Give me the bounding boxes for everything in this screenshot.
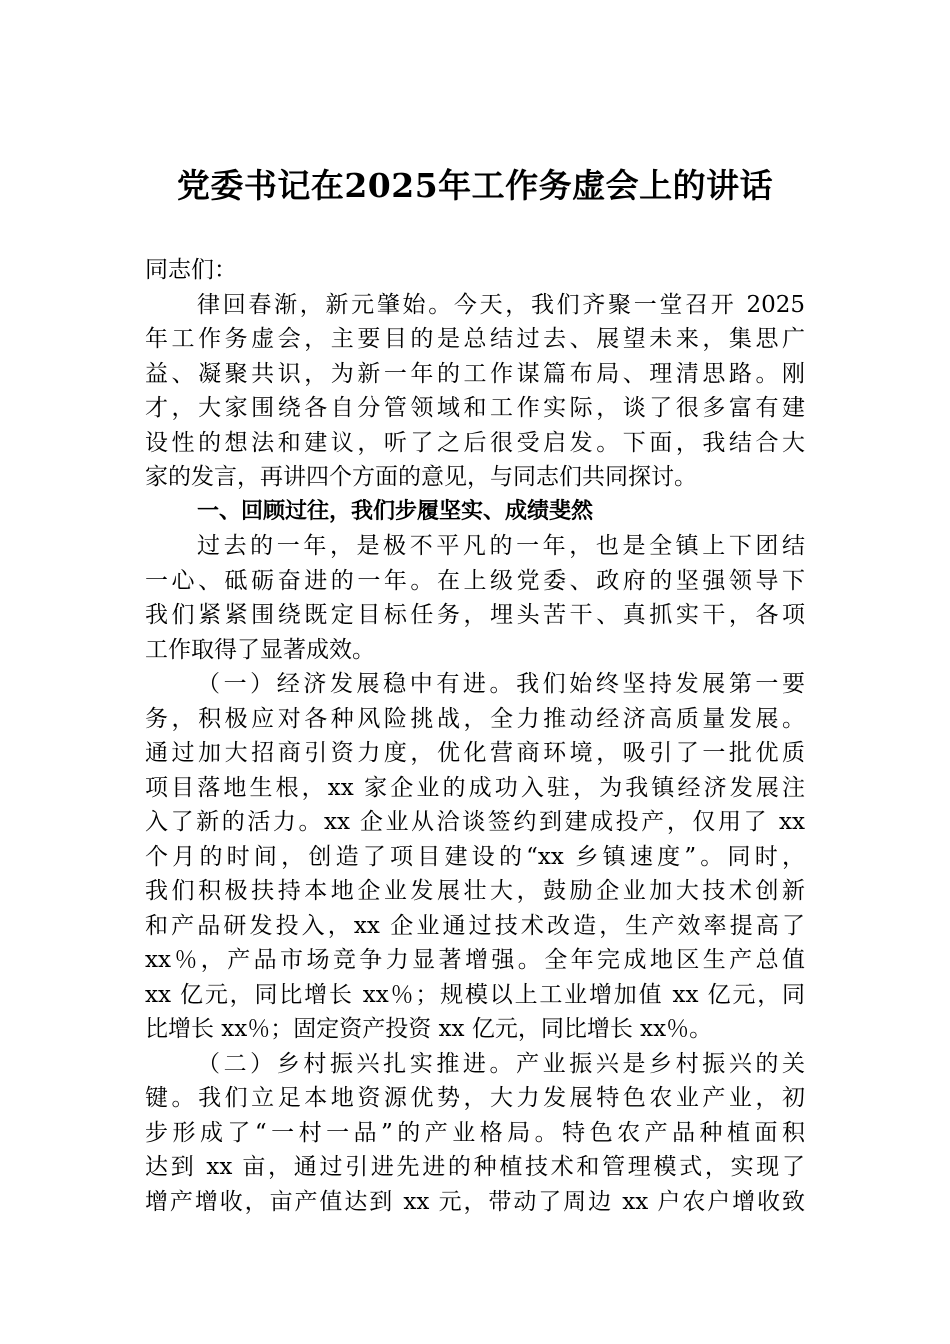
- text-line: 务，积极应对各种风险挑战，全力推动经济高质量发展。: [145, 705, 805, 732]
- text-line: 项目落地生根，xx 家企业的成功入驻，为我镇经济发展注: [145, 774, 805, 801]
- text-line: 年工作务虚会，主要目的是总结过去、展望未来，集思广: [145, 326, 805, 352]
- section-heading: 一、回顾过往，我们步履坚实、成绩斐然: [197, 498, 594, 524]
- document-body: [145, 253, 805, 1219]
- text-line: 增产增收，亩产值达到 xx 元，带动了周边 xx 户农户增收致: [145, 1188, 805, 1215]
- text-line: 一心、砥砺奋进的一年。在上级党委、政府的坚强领导下: [145, 567, 805, 594]
- subsection-line: （一）经济发展稳中有进。我们始终坚持发展第一要: [197, 671, 805, 697]
- text-line: 键。我们立足本地资源优势，大力发展特色农业产业，初: [145, 1085, 805, 1111]
- text-line: 律回春渐，新元肇始。今天，我们齐聚一堂召开 2025: [197, 291, 805, 318]
- document-title: 党委书记在2025年工作务虚会上的讲话: [176, 166, 774, 205]
- text-line: 过去的一年，是极不平凡的一年，也是全镇上下团结: [197, 533, 805, 559]
- text-line: 家的发言，再讲四个方面的意见，与同志们共同探讨。: [145, 464, 697, 490]
- text-line: 我们积极扶持本地企业发展壮大，鼓励企业加大技术创新: [145, 878, 805, 904]
- subsection-line: （二）乡村振兴扎实推进。产业振兴是乡村振兴的关: [197, 1050, 805, 1077]
- text-line: 个月的时间，创造了项目建设的“xx 乡镇速度”。同时，: [145, 843, 805, 870]
- salutation-line: 同志们：: [145, 257, 237, 283]
- text-line: 我们紧紧围绕既定目标任务，埋头苦干、真抓实干，各项: [145, 602, 805, 628]
- text-line: 通过加大招商引资力度，优化营商环境，吸引了一批优质: [145, 740, 805, 766]
- text-line: 达到 xx 亩，通过引进先进的种植技术和管理模式，实现了: [145, 1154, 805, 1180]
- text-line: 设性的想法和建议，听了之后很受启发。下面，我结合大: [145, 429, 805, 456]
- text-line: 和产品研发投入，xx 企业通过技术改造，生产效率提高了: [145, 912, 805, 939]
- text-line: xx％，产品市场竞争力显著增强。全年完成地区生产总值: [145, 947, 805, 973]
- text-line: 才，大家围绕各自分管领域和工作实际，谈了很多富有建: [145, 395, 805, 421]
- text-line: xx 亿元，同比增长 xx％；规模以上工业增加值 xx 亿元，同: [145, 981, 805, 1008]
- text-line: 益、凝聚共识，为新一年的工作谋篇布局、理清思路。刚: [145, 360, 805, 387]
- text-line: 工作取得了显著成效。: [145, 636, 375, 663]
- text-line: 比增长 xx％；固定资产投资 xx 亿元，同比增长 xx％。: [145, 1016, 713, 1042]
- text-line: 步形成了“一村一品”的产业格局。特色农产品种植面积: [145, 1119, 805, 1146]
- text-line: 入了新的活力。xx 企业从洽谈签约到建成投产，仅用了 xx: [145, 809, 805, 835]
